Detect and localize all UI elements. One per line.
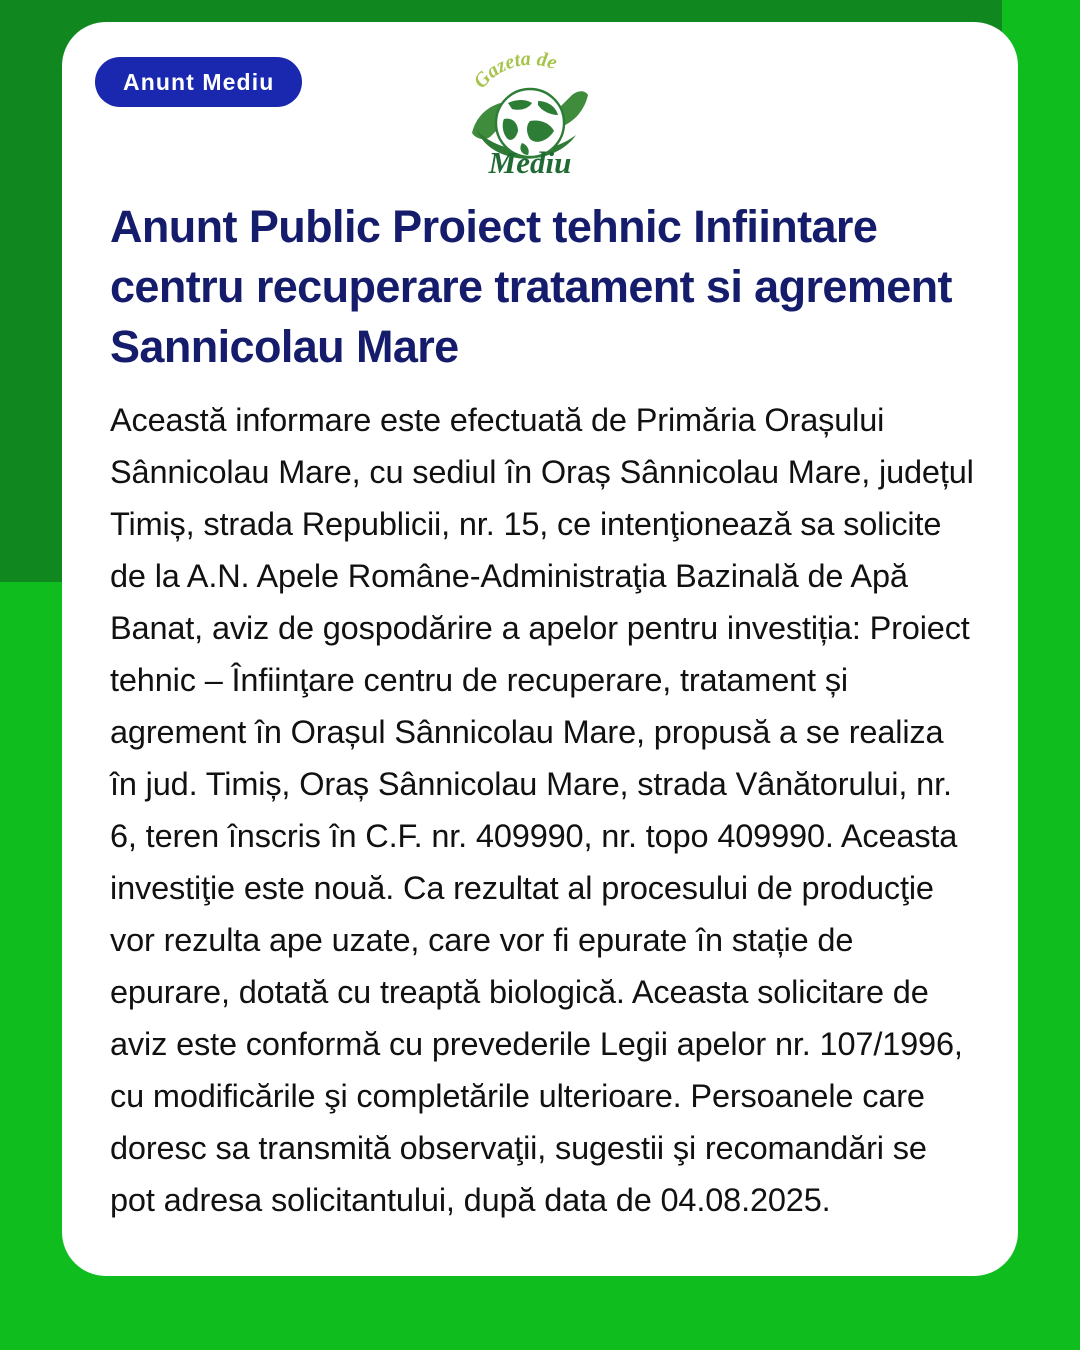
- logo-text-bottom: Mediu: [488, 145, 572, 180]
- category-badge[interactable]: Anunt Mediu: [95, 57, 302, 107]
- card-header: [62, 22, 1018, 182]
- logo-text-top: Gazeta de: [469, 47, 560, 93]
- page-title: Anunt Public Proiect tehnic Infiintare centru recuperare tratament si agrement Sannicolau Mare: [110, 201, 952, 372]
- announcement-body-text: Această informare este efectuată de Primăria Orașului Sânnicolau Mare, cu sediul în Oraș Sânnicolau Mare, județul Timiș, strada Republicii, nr. 15, ce intenţionează sa solicite de la A.N. Apele Române-Administraţia Bazinală de Apă Banat, aviz de gospodărire a apelor pentru investiția: Proiect tehnic – Înfiinţare centru de recuperare, tratament și agrement în Orașul Sânnicolau Mare, propusă a se realiza în jud. Timiș, Oraș Sânnicolau Mare, strada Vânătorului, nr. 6, teren înscris în C.F. nr. 409990, nr. topo 409990. Aceasta investiţie este nouă. Ca rezultat al procesului de producţie vor rezulta ape uzate, care vor fi epurate în stație de epurare, dotată cu treaptă biologică. Aceasta solicitare de aviz este conformă cu prevederile Legii apelor nr. 107/1996, cu modificările şi completările ulterioare. Persoanele care doresc sa transmită observaţii, sugestii şi recomandări se pot adresa solicitantului, după data de 04.08.2025.: [110, 402, 974, 1218]
- announcement-card: [62, 22, 1018, 1276]
- gazeta-de-mediu-logo: [460, 37, 600, 182]
